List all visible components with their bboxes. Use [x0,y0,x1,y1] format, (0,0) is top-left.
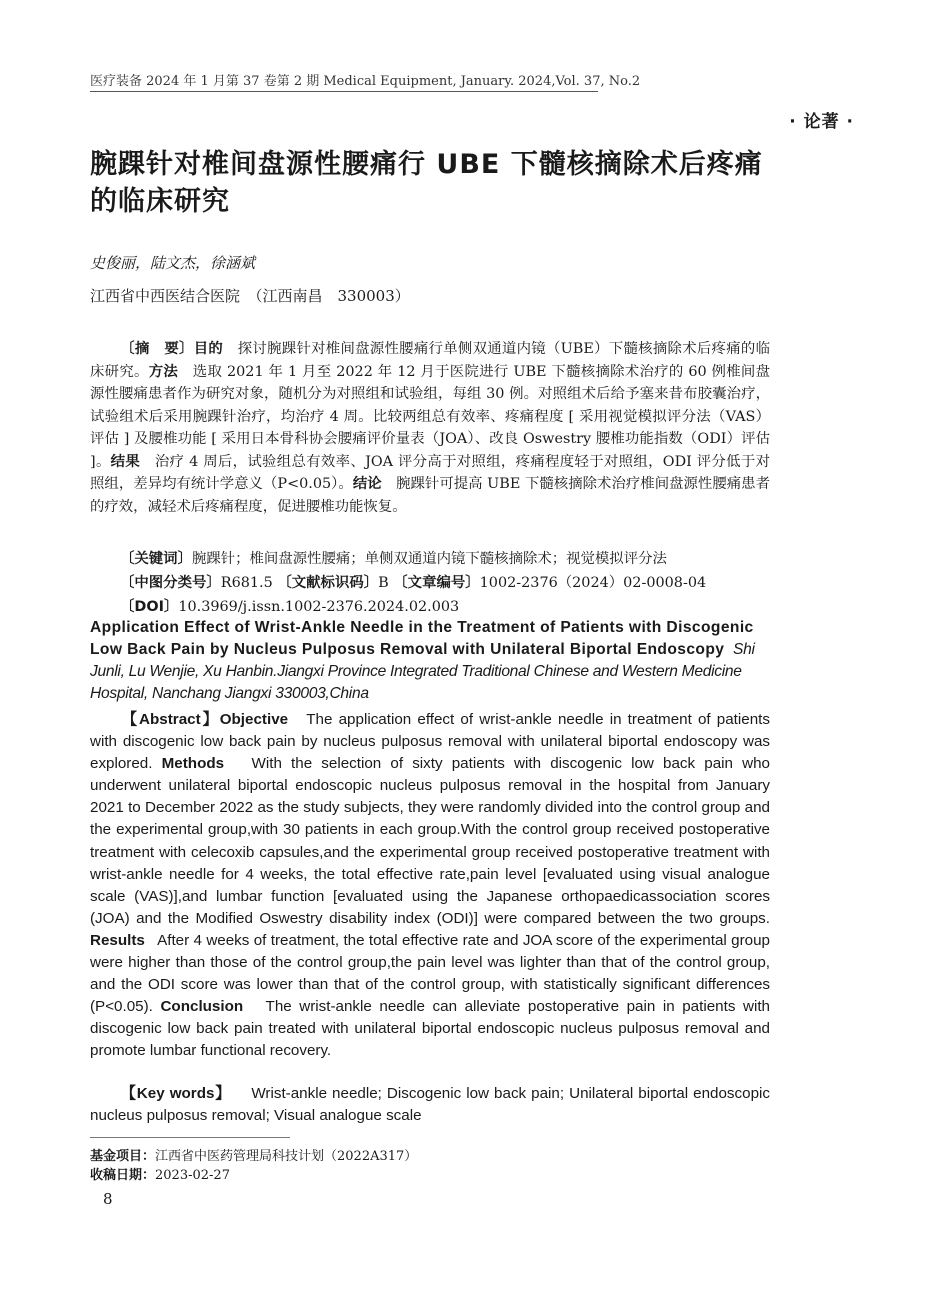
methods-en-label: Methods [161,755,225,773]
affiliation-cn: 江西省中西医结合医院 （江西南昌 330003） [90,287,410,305]
abstract-cn [90,338,770,518]
keywords-cn-text: 腕踝针；椎间盘源性腰痛；单侧双通道内镜下髓核摘除术；视觉模拟评分法 [191,551,667,567]
methods-en-text: With the selection of sixty patients with discogenic low back pain who underwent unilateral biportal endoscopic nucleus pulposus removal in the hospital from January 2021 to December 2022 as the study subjects, they were randomly divided into the control group and the experimental group,with 30 patients in each group.With the control group received postoperative treatment with celecoxib capsules,and the experimental group received postoperative treatment with wrist-ankle needle for 4 weeks, the total effective rate,pain level [evaluated using visual analogue scale (VAS)],and lumbar function [evaluated using the Japanese orthopaedicassociation scores (JOA) and the Modified Oswestry disability index (ODI)] were compared between the two groups. [90,755,770,927]
article-no-label: 〔文章编号〕 [393,575,480,591]
conclusion-en-label: Conclusion [160,998,244,1016]
classification-line [120,571,706,592]
conclusion-cn-label: 结论 [352,476,382,492]
doc-code-value: B [378,575,389,591]
received-label: 收稿日期： [90,1168,156,1183]
keywords-cn [120,547,667,568]
page-number: 8 [103,1190,113,1208]
fund-text: 江西省中医药管理局科技计划（2022A317） [155,1149,418,1164]
objective-cn-label: 目的 [193,341,224,357]
methods-cn-label: 方法 [148,363,179,380]
doi-line [120,595,459,616]
results-en-text: After 4 weeks of treatment, the total effective rate and JOA score of the experimental group were higher than those of the control group,the pain level was lighter than that of the control group, and the ODI score was lower than that of the control group, with statistically significant differences (P<0.05). [90,931,770,1016]
results-en-label: Results [90,931,145,949]
clc-value: R681.5 [220,575,273,591]
received-footnote [90,1164,230,1183]
title-en [90,617,770,705]
column-tag: · 论著 · [789,112,854,132]
conclusion-cn-text: 腕踝针可提高 UBE 下髓核摘除术治疗椎间盘源性腰痛患者的疗效，减轻术后疼痛程度，促进腰椎功能恢复。 [90,476,770,515]
conclusion-en-text: The wrist-ankle needle can alleviate postoperative pain in patients with discogenic low back pain treated with unilateral biportal endoscopic nucleus pulposus removal and promote lumbar functional recovery. [90,998,770,1060]
results-cn-label: 结果 [110,453,141,470]
keywords-en-label: 【Key words】 [120,1085,232,1102]
objective-en-text: The application effect of wrist-ankle needle in treatment of patients with discogenic low back pain by nucleus pulposus removal with unilateral biportal endoscopy was explored. [90,711,770,773]
doc-code-label: 〔文献标识码〕 [277,575,379,591]
english-authors-affiliation: Shi Junli, Lu Wenjie, Xu Hanbin.Jiangxi Province Integrated Traditional Chinese and Western Medicine Hospital, Nanchang Jiangxi 330003,China [90,641,755,702]
objective-en-label: Objective [219,711,289,728]
header-rule [90,91,598,92]
fund-label: 基金项目： [90,1149,156,1164]
keywords-cn-label: 〔关键词〕 [120,551,192,567]
objective-cn-text: 探讨腕踝针对椎间盘源性腰痛行单侧双通道内镜（UBE）下髓核摘除术后疼痛的临床研究。 [90,341,770,380]
abstract-en-label: 【Abstract】 [120,711,220,728]
article-title-cn: 腕踝针对椎间盘源性腰痛行 UBE 下髓核摘除术后疼痛的临床研究 [90,149,763,217]
abstract-cn-label: 〔摘 要〕 [120,341,194,357]
running-header: 医疗装备 2024 年 1 月第 37 卷第 2 期 Medical Equipment, January. 2024,Vol. 37, No.2 [90,74,641,89]
authors-cn: 史俊丽，陆文杰，徐涵斌 [90,254,256,272]
methods-cn-text: 选取 2021 年 1 月至 2022 年 12 月于医院进行 UBE 下髓核摘除术治疗的 60 例椎间盘源性腰痛患者作为研究对象，随机分为对照组和试验组，每组 30 例。对照组术后给予塞来昔布胶囊治疗，试验组术后采用腕踝针治疗，均治疗 4 周。比较两组总有效率、疼痛程度 [ 采用视觉模拟评分法（VAS）评估 ] 及腰椎功能 [ 采用日本骨科协会腰痛评价量表（JOA）、改良 Oswestry 腰椎功能指数（ODI）评估 ]。 [90,363,770,470]
doi-label: 〔DOI〕 [120,599,179,615]
english-title: Application Effect of Wrist-Ankle Needle in the Treatment of Patients with Discogenic Low Back Pain by Nucleus Pulposus Removal with Unilateral Biportal Endoscopy [90,619,754,658]
keywords-en-text: Wrist-ankle needle; Discogenic low back pain; Unilateral biportal endoscopic nucleus pulposus removal; Visual analogue scale [90,1085,770,1125]
footnote-rule [90,1137,290,1138]
results-cn-text: 治疗 4 周后，试验组总有效率、JOA 评分高于对照组，疼痛程度轻于对照组，ODI 评分低于对照组，差异均有统计学意义（P<0.05）。 [90,453,770,492]
doi-value: 10.3969/j.issn.1002-2376.2024.02.003 [178,599,460,615]
article-no-value: 1002-2376（2024）02-0008-04 [479,575,707,591]
abstract-en [90,709,770,1063]
fund-footnote [90,1145,417,1164]
received-date: 2023-02-27 [155,1168,230,1183]
keywords-en [90,1083,770,1127]
clc-label: 〔中图分类号〕 [120,575,221,591]
